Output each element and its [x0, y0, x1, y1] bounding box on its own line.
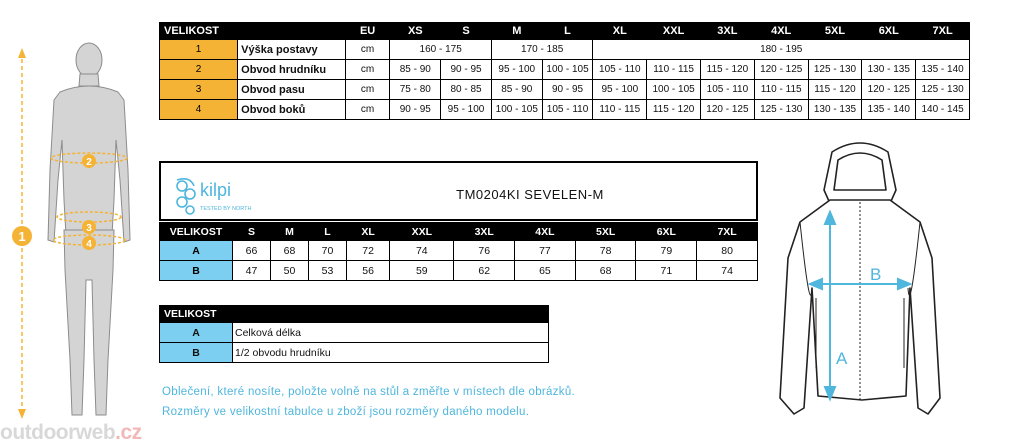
size-table-header-cell: M	[491, 23, 542, 40]
product-table-cell: 68	[575, 261, 636, 281]
size-table-cell: 95 - 100	[491, 60, 542, 80]
product-table-row	[160, 261, 758, 281]
size-table-cell: 80 - 85	[441, 80, 492, 100]
size-table-cell: 105 - 110	[701, 80, 755, 100]
size-table-cell: 90 - 95	[390, 100, 441, 120]
size-table-unit: cm	[345, 40, 390, 60]
jacket-label-half-chest: B	[870, 265, 882, 284]
size-table-cell: 110 - 115	[754, 80, 808, 100]
legend-row	[160, 343, 549, 363]
figure-label-height: 1	[18, 229, 26, 244]
size-table-cell: 130 - 135	[808, 100, 862, 120]
size-table-header-cell: EU	[345, 23, 390, 40]
size-table-header-cell: 5XL	[808, 23, 862, 40]
size-table-cell: 115 - 120	[647, 100, 701, 120]
size-table-header-cell	[238, 23, 346, 40]
size-table-header-cell: XL	[593, 23, 647, 40]
size-table-header-cell: 4XL	[754, 23, 808, 40]
size-table-header-row	[160, 23, 970, 40]
size-table-cell: 115 - 120	[808, 80, 862, 100]
size-table-unit: cm	[345, 60, 390, 80]
size-table-cell: 105 - 110	[593, 60, 647, 80]
size-table-cell: 100 - 105	[491, 100, 542, 120]
product-table-header-cell: 6XL	[636, 223, 697, 241]
product-table-cell: 56	[347, 261, 390, 281]
legend-row-label: B	[160, 343, 233, 363]
size-table-header-cell: XS	[390, 23, 441, 40]
product-table-cell: 78	[575, 241, 636, 261]
product-table-cell: 74	[697, 261, 758, 281]
size-table-row-number: 3	[160, 80, 238, 100]
product-table-header-cell: XXL	[390, 223, 454, 241]
watermark-main: outdoorweb	[0, 421, 116, 444]
legend-row-label: A	[160, 323, 233, 343]
size-table-cell: 110 - 115	[647, 60, 701, 80]
size-table-header-cell: VELIKOST	[160, 23, 238, 40]
jacket-illustration	[770, 138, 950, 428]
size-table-row	[160, 80, 970, 100]
jacket-label-length: A	[836, 349, 848, 368]
product-table-cell: 66	[233, 241, 271, 261]
size-table-cell: 120 - 125	[701, 100, 755, 120]
size-table-row-number: 2	[160, 60, 238, 80]
watermark	[0, 421, 142, 445]
size-table-row-number: 4	[160, 100, 238, 120]
measuring-note: Rozměry ve velikostní tabulce u zboží jsou rozměry daného modelu.	[162, 406, 530, 418]
size-table-cell: 120 - 125	[862, 80, 916, 100]
product-table-cell: 62	[454, 261, 515, 281]
product-table-cell: 68	[271, 241, 309, 261]
product-table-cell: 74	[390, 241, 454, 261]
size-table-cell: 180 - 195	[593, 40, 970, 60]
size-table-row-label: Výška postavy	[238, 40, 346, 60]
size-table-header-cell: 7XL	[916, 23, 970, 40]
size-table	[159, 22, 970, 120]
brand-name: kilpi	[200, 180, 232, 200]
size-table-header-cell: 6XL	[862, 23, 916, 40]
size-table-cell: 125 - 130	[916, 80, 970, 100]
kilpi-logo	[170, 170, 260, 218]
size-table-header-cell: XXL	[647, 23, 701, 40]
size-table-cell: 95 - 100	[441, 100, 492, 120]
product-table-header-row	[160, 223, 758, 241]
size-table-header-cell: S	[441, 23, 492, 40]
product-table-cell: 72	[347, 241, 390, 261]
size-table-cell: 100 - 105	[647, 80, 701, 100]
legend-row-desc: Celková délka	[233, 323, 549, 343]
brand-tagline: TESTED BY NORTH	[200, 206, 252, 212]
legend-row-desc: 1/2 obvodu hrudníku	[233, 343, 549, 363]
size-table-cell: 130 - 135	[862, 60, 916, 80]
product-table-header-cell: 7XL	[697, 223, 758, 241]
size-table-cell: 100 - 105	[542, 60, 593, 80]
watermark-tld: .cz	[115, 421, 142, 444]
product-table-header-cell: 4XL	[515, 223, 576, 241]
product-title: TM0204KI SEVELEN-M	[456, 187, 604, 202]
size-table-cell: 135 - 140	[916, 60, 970, 80]
size-table-unit: cm	[345, 80, 390, 100]
product-size-table	[159, 222, 758, 281]
size-table-row-label: Obvod hrudníku	[238, 60, 346, 80]
size-table-row-label: Obvod boků	[238, 100, 346, 120]
size-table-row	[160, 40, 970, 60]
product-table-cell: 65	[515, 261, 576, 281]
size-table-cell: 140 - 145	[916, 100, 970, 120]
product-table-header-cell: M	[271, 223, 309, 241]
size-table-header-cell: L	[542, 23, 593, 40]
size-table-row	[160, 100, 970, 120]
product-table-header-cell: L	[309, 223, 347, 241]
size-table-cell: 135 - 140	[862, 100, 916, 120]
product-table-header-cell: 5XL	[575, 223, 636, 241]
size-table-cell: 95 - 100	[593, 80, 647, 100]
product-table-row	[160, 241, 758, 261]
size-table-cell: 125 - 130	[754, 100, 808, 120]
size-table-cell: 105 - 110	[542, 100, 593, 120]
size-table-cell: 85 - 90	[390, 60, 441, 80]
measurement-legend-table	[159, 305, 549, 363]
legend-header: VELIKOST	[160, 306, 549, 323]
product-table-cell: 79	[636, 241, 697, 261]
product-table-header-cell: VELIKOST	[160, 223, 233, 241]
figure-label-waist: 3	[86, 223, 92, 234]
size-table-row-number: 1	[160, 40, 238, 60]
legend-row	[160, 323, 549, 343]
product-table-row-label: B	[160, 261, 233, 281]
product-table-header-cell: S	[233, 223, 271, 241]
figure-label-hips: 4	[86, 239, 92, 250]
size-table-header-cell: 3XL	[701, 23, 755, 40]
product-table-cell: 53	[309, 261, 347, 281]
product-table-cell: 71	[636, 261, 697, 281]
product-table-cell: 70	[309, 241, 347, 261]
size-table-cell: 85 - 90	[491, 80, 542, 100]
size-table-cell: 110 - 115	[593, 100, 647, 120]
size-table-cell: 115 - 120	[701, 60, 755, 80]
size-table-unit: cm	[345, 100, 390, 120]
size-table-cell: 120 - 125	[754, 60, 808, 80]
product-table-cell: 50	[271, 261, 309, 281]
product-table-header-cell: XL	[347, 223, 390, 241]
size-table-cell: 160 - 175	[390, 40, 492, 60]
product-table-cell: 59	[390, 261, 454, 281]
figure-label-chest: 2	[86, 157, 92, 168]
product-table-row-label: A	[160, 241, 233, 261]
product-table-cell: 77	[515, 241, 576, 261]
size-table-cell: 90 - 95	[441, 60, 492, 80]
product-table-header-cell: 3XL	[454, 223, 515, 241]
size-table-cell: 125 - 130	[808, 60, 862, 80]
product-table-cell: 47	[233, 261, 271, 281]
size-table-cell: 170 - 185	[491, 40, 593, 60]
size-table-row	[160, 60, 970, 80]
product-table-cell: 76	[454, 241, 515, 261]
measuring-instruction: Oblečení, které nosíte, položte volně na stůl a změřte v místech dle obrázků.	[162, 386, 576, 398]
size-table-row-label: Obvod pasu	[238, 80, 346, 100]
body-measurement-figure	[0, 30, 160, 430]
size-table-cell: 75 - 80	[390, 80, 441, 100]
product-table-cell: 80	[697, 241, 758, 261]
size-table-cell: 90 - 95	[542, 80, 593, 100]
